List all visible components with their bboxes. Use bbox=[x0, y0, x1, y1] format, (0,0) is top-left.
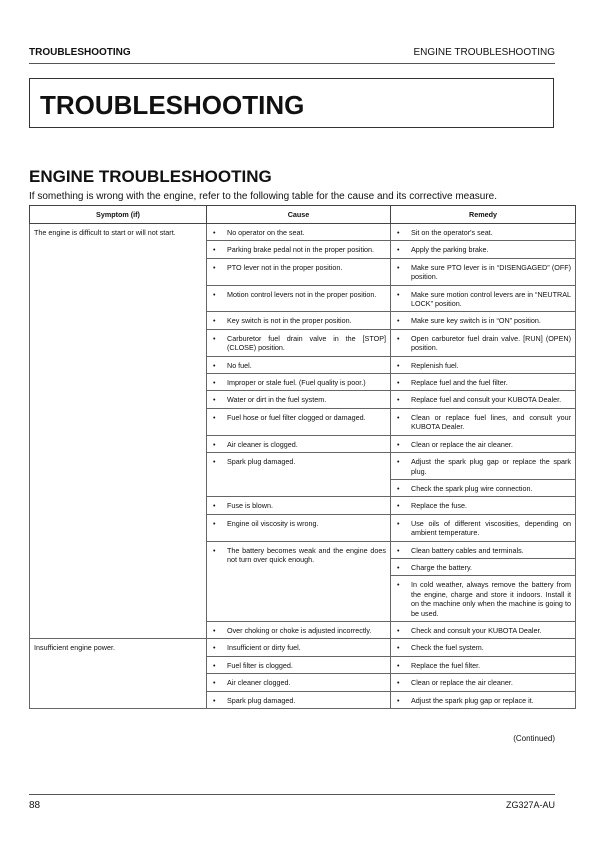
remedy-cell bbox=[391, 285, 576, 312]
bullet-item bbox=[395, 228, 571, 237]
bullet-text: Replace the fuse. bbox=[411, 501, 467, 511]
header-right: ENGINE TROUBLESHOOTING bbox=[413, 47, 555, 58]
cause-cell bbox=[207, 639, 391, 656]
bullet-icon: • bbox=[397, 580, 400, 590]
header-cause: Cause bbox=[207, 206, 391, 224]
continued-label: (Continued) bbox=[513, 734, 555, 743]
bullet-item bbox=[395, 678, 571, 687]
remedy-cell bbox=[391, 374, 576, 391]
cause-cell bbox=[207, 374, 391, 391]
bullet-text: Use oils of different viscosities, depending on ambient temperature. bbox=[411, 518, 571, 538]
bullet-icon: • bbox=[213, 439, 216, 449]
bullet-icon: • bbox=[397, 262, 400, 272]
bullet-icon: • bbox=[397, 518, 400, 528]
bullet-text: Key switch is not in the proper position. bbox=[227, 316, 352, 326]
bullet-icon: • bbox=[213, 412, 216, 422]
bullet-icon: • bbox=[213, 316, 216, 326]
cause-cell bbox=[207, 541, 391, 621]
remedy-cell bbox=[391, 241, 576, 258]
cause-cell bbox=[207, 356, 391, 373]
bullet-icon: • bbox=[397, 245, 400, 255]
bullet-text: Fuel filter is clogged. bbox=[227, 660, 293, 670]
bullet-item bbox=[395, 696, 571, 705]
remedy-cell bbox=[391, 576, 576, 622]
bullet-item bbox=[211, 643, 386, 652]
bullet-item bbox=[395, 457, 571, 476]
table-header-row bbox=[30, 206, 576, 224]
bullet-item bbox=[395, 290, 571, 309]
section-title: ENGINE TROUBLESHOOTING bbox=[29, 167, 272, 186]
bullet-text: Charge the battery. bbox=[411, 562, 472, 572]
bullet-item bbox=[395, 263, 571, 282]
bullet-icon: • bbox=[397, 378, 400, 388]
bullet-item bbox=[395, 626, 571, 635]
bullet-item bbox=[211, 361, 386, 370]
bullet-icon: • bbox=[213, 228, 216, 237]
bullet-icon: • bbox=[397, 316, 400, 326]
cause-cell bbox=[207, 312, 391, 329]
bullet-text: Fuse is blown. bbox=[227, 501, 273, 511]
bullet-text: Replace fuel and the fuel filter. bbox=[411, 378, 508, 388]
remedy-cell bbox=[391, 329, 576, 356]
footer-divider bbox=[29, 794, 555, 795]
cause-cell bbox=[207, 329, 391, 356]
bullet-icon: • bbox=[397, 501, 400, 511]
bullet-item bbox=[211, 457, 386, 466]
bullet-text: Make sure motion control levers are in “NEUTRAL LOCK” position. bbox=[411, 289, 571, 309]
bullet-icon: • bbox=[213, 289, 216, 299]
bullet-item bbox=[211, 316, 386, 325]
bullet-text: Make sure key switch is in “ON” position. bbox=[411, 316, 541, 326]
bullet-icon: • bbox=[397, 360, 400, 370]
bullet-text: Air cleaner clogged. bbox=[227, 678, 291, 688]
bullet-item bbox=[211, 519, 386, 528]
remedy-cell bbox=[391, 391, 576, 408]
remedy-cell bbox=[391, 224, 576, 241]
bullet-item bbox=[395, 484, 571, 493]
bullet-icon: • bbox=[397, 439, 400, 449]
bullet-item bbox=[395, 395, 571, 404]
bullet-text: Clean battery cables and terminals. bbox=[411, 545, 524, 555]
bullet-icon: • bbox=[213, 660, 216, 670]
remedy-cell bbox=[391, 656, 576, 673]
bullet-icon: • bbox=[213, 333, 216, 343]
table-body bbox=[30, 224, 576, 709]
title-box bbox=[29, 78, 554, 128]
bullet-text: Spark plug damaged. bbox=[227, 695, 296, 705]
page-number: 88 bbox=[29, 800, 41, 811]
bullet-text: In cold weather, always remove the battery from the engine, charge and store it indoors. Install it on the machine only when the machine is going to be used. bbox=[411, 580, 571, 618]
cause-cell bbox=[207, 241, 391, 258]
bullet-text: Clean or replace fuel lines, and consult your KUBOTA Dealer. bbox=[411, 412, 571, 432]
bullet-icon: • bbox=[397, 625, 400, 635]
remedy-cell bbox=[391, 541, 576, 558]
bullet-icon: • bbox=[397, 562, 400, 572]
bullet-item bbox=[395, 334, 571, 353]
bullet-item bbox=[395, 519, 571, 538]
remedy-cell bbox=[391, 435, 576, 452]
bullet-icon: • bbox=[397, 395, 400, 405]
remedy-cell bbox=[391, 408, 576, 435]
bullet-text: Replace the fuel filter. bbox=[411, 660, 481, 670]
bullet-item bbox=[211, 395, 386, 404]
cause-cell bbox=[207, 285, 391, 312]
bullet-icon: • bbox=[213, 245, 216, 255]
bullet-item bbox=[211, 413, 386, 422]
bullet-icon: • bbox=[213, 378, 216, 388]
bullet-icon: • bbox=[213, 625, 216, 635]
remedy-cell bbox=[391, 514, 576, 541]
cause-cell bbox=[207, 656, 391, 673]
header-remedy: Remedy bbox=[391, 206, 576, 224]
table-row bbox=[30, 224, 576, 241]
bullet-text: Check the spark plug wire connection. bbox=[411, 483, 533, 493]
remedy-cell bbox=[391, 479, 576, 496]
bullet-item bbox=[211, 378, 386, 387]
cause-cell bbox=[207, 497, 391, 514]
bullet-item bbox=[211, 678, 386, 687]
intro-text: If something is wrong with the engine, refer to the following table for the cause and its corrective measure. bbox=[29, 191, 498, 202]
remedy-cell bbox=[391, 558, 576, 575]
cause-cell bbox=[207, 674, 391, 691]
bullet-item bbox=[211, 290, 386, 299]
bullet-icon: • bbox=[397, 545, 400, 555]
cause-cell bbox=[207, 453, 391, 497]
bullet-icon: • bbox=[397, 660, 400, 670]
bullet-item bbox=[395, 413, 571, 432]
cause-cell bbox=[207, 621, 391, 638]
remedy-cell bbox=[391, 312, 576, 329]
bullet-item bbox=[395, 501, 571, 510]
bullet-item bbox=[211, 334, 386, 353]
bullet-icon: • bbox=[213, 545, 216, 555]
bullet-item bbox=[211, 626, 386, 635]
bullet-text: Sit on the operator's seat. bbox=[411, 228, 493, 237]
bullet-icon: • bbox=[213, 518, 216, 528]
bullet-item bbox=[395, 643, 571, 652]
header-left: TROUBLESHOOTING bbox=[29, 47, 131, 58]
remedy-cell bbox=[391, 497, 576, 514]
bullet-text: Engine oil viscosity is wrong. bbox=[227, 518, 319, 528]
bullet-icon: • bbox=[213, 395, 216, 405]
bullet-text: Apply the parking brake. bbox=[411, 245, 489, 255]
bullet-icon: • bbox=[397, 643, 400, 653]
bullet-icon: • bbox=[213, 678, 216, 688]
bullet-item bbox=[395, 580, 571, 618]
bullet-icon: • bbox=[213, 457, 216, 467]
bullet-icon: • bbox=[397, 678, 400, 688]
remedy-cell bbox=[391, 691, 576, 708]
bullet-icon: • bbox=[397, 289, 400, 299]
bullet-text: Open carburetor fuel drain valve. [RUN] (OPEN) position. bbox=[411, 333, 571, 353]
bullet-text: Clean or replace the air cleaner. bbox=[411, 439, 513, 449]
header-divider bbox=[29, 63, 555, 64]
remedy-cell bbox=[391, 674, 576, 691]
bullet-icon: • bbox=[397, 228, 400, 237]
bullet-icon: • bbox=[213, 360, 216, 370]
cause-cell bbox=[207, 691, 391, 708]
bullet-text: Carburetor fuel drain valve in the [STOP] (CLOSE) position. bbox=[227, 333, 386, 353]
bullet-item bbox=[211, 501, 386, 510]
bullet-text: No fuel. bbox=[227, 360, 252, 370]
bullet-text: PTO lever not in the proper position. bbox=[227, 262, 343, 272]
bullet-item bbox=[211, 245, 386, 254]
bullet-text: Replace fuel and consult your KUBOTA Dealer. bbox=[411, 395, 562, 405]
bullet-item bbox=[211, 696, 386, 705]
bullet-text: Fuel hose or fuel filter clogged or damaged. bbox=[227, 412, 366, 422]
bullet-text: Replenish fuel. bbox=[411, 360, 459, 370]
cause-cell bbox=[207, 391, 391, 408]
remedy-cell bbox=[391, 639, 576, 656]
bullet-icon: • bbox=[213, 695, 216, 705]
bullet-text: Improper or stale fuel. (Fuel quality is poor.) bbox=[227, 378, 366, 388]
bullet-text: Air cleaner is clogged. bbox=[227, 439, 298, 449]
remedy-cell bbox=[391, 356, 576, 373]
remedy-cell bbox=[391, 258, 576, 285]
remedy-cell bbox=[391, 453, 576, 480]
bullet-text: Check and consult your KUBOTA Dealer. bbox=[411, 625, 542, 635]
cause-cell bbox=[207, 514, 391, 541]
bullet-item bbox=[395, 361, 571, 370]
bullet-icon: • bbox=[213, 262, 216, 272]
bullet-text: Over choking or choke is adjusted incorrectly. bbox=[227, 625, 372, 635]
bullet-item bbox=[395, 661, 571, 670]
troubleshooting-table bbox=[29, 205, 576, 709]
bullet-text: No operator on the seat. bbox=[227, 228, 305, 237]
bullet-item bbox=[395, 440, 571, 449]
bullet-item bbox=[395, 378, 571, 387]
bullet-icon: • bbox=[397, 483, 400, 493]
page-title: TROUBLESHOOTING bbox=[40, 90, 305, 120]
bullet-icon: • bbox=[397, 695, 400, 705]
bullet-text: The battery becomes weak and the engine does not turn over quick enough. bbox=[227, 545, 386, 564]
bullet-item bbox=[211, 661, 386, 670]
bullet-item bbox=[211, 263, 386, 272]
bullet-item bbox=[211, 228, 386, 237]
bullet-text: Insufficient or dirty fuel. bbox=[227, 643, 301, 653]
bullet-icon: • bbox=[397, 412, 400, 422]
bullet-icon: • bbox=[213, 501, 216, 511]
cause-cell bbox=[207, 435, 391, 452]
bullet-text: Parking brake pedal not in the proper position. bbox=[227, 245, 375, 255]
bullet-item bbox=[211, 546, 386, 565]
bullet-item bbox=[211, 440, 386, 449]
bullet-text: Make sure PTO lever is in “DISENGAGED” (OFF) position. bbox=[411, 262, 571, 282]
symptom-cell: The engine is difficult to start or will not start. bbox=[30, 224, 207, 639]
remedy-cell bbox=[391, 621, 576, 638]
header-symptom: Symptom (if) bbox=[30, 206, 207, 224]
bullet-text: Check the fuel system. bbox=[411, 643, 484, 653]
bullet-text: Adjust the spark plug gap or replace the spark plug. bbox=[411, 457, 571, 476]
cause-cell bbox=[207, 258, 391, 285]
table-row bbox=[30, 639, 576, 656]
cause-cell bbox=[207, 408, 391, 435]
bullet-item bbox=[395, 245, 571, 254]
bullet-icon: • bbox=[397, 457, 400, 467]
bullet-icon: • bbox=[213, 643, 216, 653]
bullet-text: Motion control levers not in the proper position. bbox=[227, 289, 377, 299]
document-code: ZG327A-AU bbox=[505, 800, 555, 810]
cause-cell bbox=[207, 224, 391, 241]
bullet-text: Adjust the spark plug gap or replace it. bbox=[411, 695, 534, 705]
symptom-cell: Insufficient engine power. bbox=[30, 639, 207, 709]
bullet-text: Spark plug damaged. bbox=[227, 457, 296, 467]
bullet-item bbox=[395, 563, 571, 572]
bullet-item bbox=[395, 546, 571, 555]
bullet-item bbox=[395, 316, 571, 325]
bullet-text: Water or dirt in the fuel system. bbox=[227, 395, 327, 405]
bullet-icon: • bbox=[397, 333, 400, 343]
bullet-text: Clean or replace the air cleaner. bbox=[411, 678, 513, 688]
